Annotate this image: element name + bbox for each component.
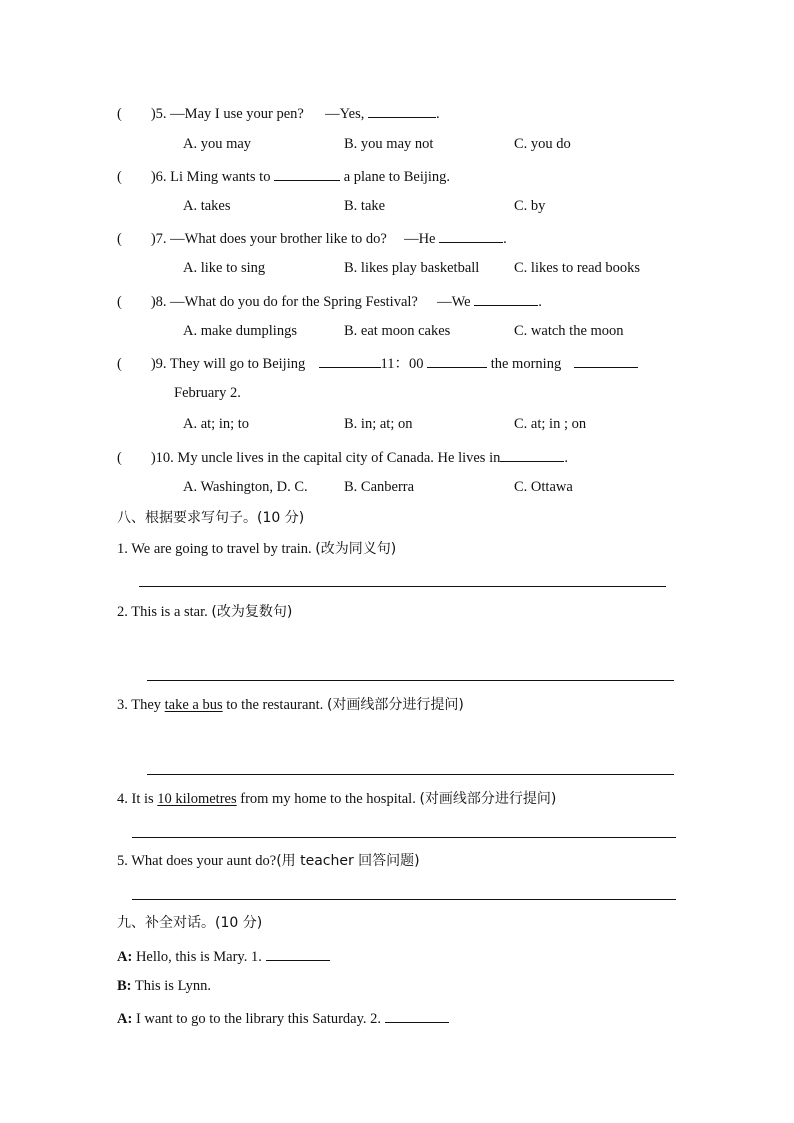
- speaker-label: A:: [117, 949, 133, 965]
- answer-blank[interactable]: [319, 353, 381, 368]
- answer-paren[interactable]: ( ): [117, 356, 156, 372]
- question-number: 5.: [155, 106, 167, 122]
- option-c: C. at; in ; on: [514, 416, 587, 432]
- option-b: B. in; at; on: [344, 416, 413, 432]
- punct: .: [503, 231, 507, 247]
- option-c: C. likes to read books: [514, 260, 641, 276]
- section-8-heading: 八、根据要求写句子。(10 分): [117, 510, 305, 526]
- instruction-note: (用 teacher 回答问题): [276, 853, 420, 869]
- sentence-5: [117, 852, 420, 870]
- instruction-note: (改为复数句): [211, 604, 293, 620]
- section-9-heading: 九、补全对话。(10 分): [117, 915, 263, 931]
- sentence-4: [117, 790, 556, 808]
- sentence-text: from my home to the hospital.: [240, 791, 416, 807]
- question-reply: —We: [437, 294, 471, 310]
- sentence-text: 3. They: [117, 697, 162, 713]
- sentence-text: 4. It is: [117, 791, 154, 807]
- underlined-phrase: 10 kilometres: [157, 791, 237, 807]
- answer-paren[interactable]: ( ): [117, 106, 156, 122]
- dialogue-line-3: [117, 1008, 449, 1028]
- speaker-label: B:: [117, 978, 132, 994]
- question-5: [117, 103, 440, 123]
- answer-blank[interactable]: [368, 103, 436, 118]
- sentence-text: 5. What does your aunt do?: [117, 853, 277, 869]
- answer-paren[interactable]: ( ): [117, 294, 156, 310]
- question-10: [117, 447, 568, 467]
- question-6: [117, 166, 450, 186]
- answer-line-3[interactable]: [147, 774, 674, 775]
- sentence-1: [117, 540, 396, 558]
- question-prompt: —What does your brother like to do?: [170, 231, 387, 247]
- sentence-text: to the restaurant.: [226, 697, 324, 713]
- option-b: B. Canberra: [344, 479, 415, 495]
- dialogue-text: This is Lynn.: [134, 978, 212, 994]
- option-c: C. watch the moon: [514, 323, 624, 339]
- answer-paren[interactable]: ( ): [117, 450, 156, 466]
- question-prompt: —May I use your pen?: [170, 106, 304, 122]
- question-text: a plane to Beijing.: [343, 169, 451, 185]
- answer-line-5[interactable]: [132, 899, 676, 900]
- question-number: 7.: [155, 231, 167, 247]
- punct: .: [564, 450, 568, 466]
- answer-blank[interactable]: [427, 353, 487, 368]
- instruction-note: (改为同义句): [315, 541, 397, 557]
- option-b: B. take: [344, 198, 386, 214]
- question-number: 10.: [155, 450, 174, 466]
- punct: .: [435, 106, 440, 122]
- answer-blank[interactable]: [274, 166, 340, 181]
- speaker-label: A:: [117, 1011, 133, 1027]
- instruction-note: (对画线部分进行提问): [326, 697, 464, 713]
- option-a: A. like to sing: [183, 260, 266, 276]
- sentence-2: [117, 603, 292, 621]
- option-a: A. you may: [183, 136, 252, 152]
- option-a: A. Washington, D. C.: [183, 479, 308, 495]
- option-c: C. you do: [514, 136, 571, 152]
- question-reply: —Yes,: [325, 106, 365, 122]
- option-c: C. by: [514, 198, 546, 214]
- answer-line-4[interactable]: [132, 837, 676, 838]
- question-text: They will go to Beijing: [169, 356, 306, 372]
- question-9: [117, 353, 638, 373]
- answer-blank[interactable]: [574, 353, 638, 368]
- option-a: A. at; in; to: [183, 416, 250, 432]
- question-text: the morning: [490, 356, 562, 372]
- dialogue-line-2: [117, 977, 211, 995]
- question-number: 6.: [155, 169, 167, 185]
- question-9-continued: February 2.: [174, 385, 241, 401]
- answer-line-1[interactable]: [139, 586, 666, 587]
- instruction-note: (对画线部分进行提问): [419, 791, 557, 807]
- option-b: B. eat moon cakes: [344, 323, 451, 339]
- question-7: [117, 228, 507, 248]
- question-number: 9.: [155, 356, 167, 372]
- punct: .: [538, 294, 542, 310]
- question-number: 8.: [155, 294, 167, 310]
- dialogue-text: Hello, this is Mary. 1.: [135, 949, 262, 965]
- sentence-text: 2. This is a star.: [117, 604, 208, 620]
- answer-paren[interactable]: ( ): [117, 169, 156, 185]
- question-text: Li Ming wants to: [170, 169, 271, 185]
- question-text: My uncle lives in the capital city of Canada. He lives in: [177, 450, 501, 466]
- question-8: [117, 291, 542, 311]
- question-prompt: —What do you do for the Spring Festival?: [170, 294, 418, 310]
- answer-line-2[interactable]: [147, 680, 674, 681]
- dialogue-text: I want to go to the library this Saturday. 2.: [135, 1011, 382, 1027]
- answer-blank[interactable]: [474, 291, 538, 306]
- question-reply: —He: [404, 231, 436, 247]
- answer-blank[interactable]: [385, 1008, 449, 1023]
- sentence-text: 1. We are going to travel by train.: [117, 541, 312, 557]
- sentence-3: [117, 696, 464, 714]
- answer-blank[interactable]: [439, 228, 503, 243]
- dialogue-line-1: [117, 946, 330, 966]
- answer-paren[interactable]: ( ): [117, 231, 156, 247]
- answer-blank[interactable]: [266, 946, 330, 961]
- option-a: A. takes: [183, 198, 231, 214]
- option-a: A. make dumplings: [183, 323, 297, 339]
- option-b: B. likes play basketball: [344, 260, 480, 276]
- option-c: C. Ottawa: [514, 479, 573, 495]
- option-b: B. you may not: [344, 136, 434, 152]
- underlined-phrase: take a bus: [164, 697, 223, 713]
- question-text: 11：00: [380, 356, 424, 372]
- answer-blank[interactable]: [500, 447, 564, 462]
